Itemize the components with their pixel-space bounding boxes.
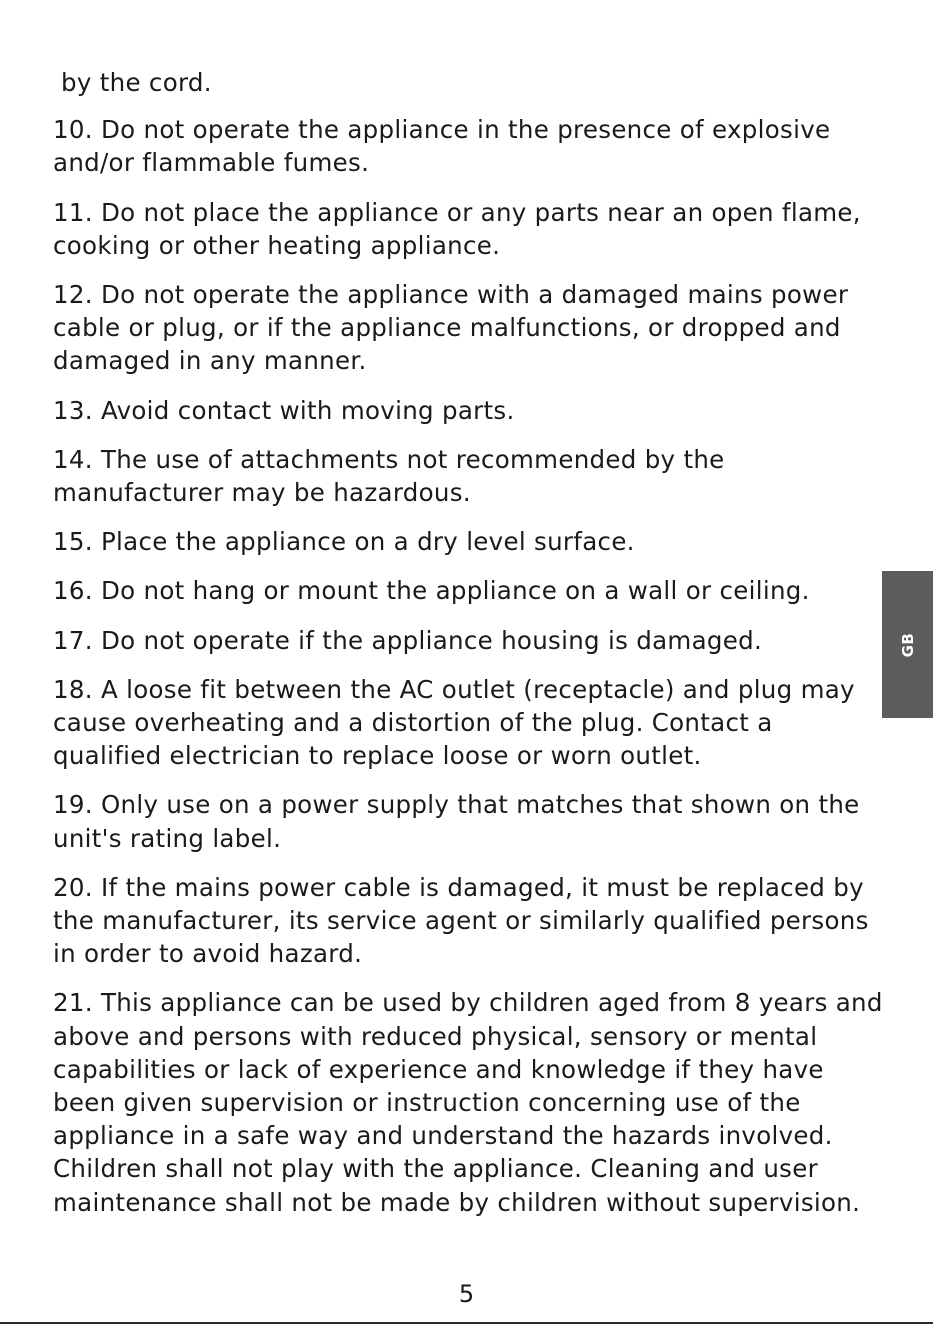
instruction-item-14: 14. The use of attachments not recommended by the manufacturer may be hazardous. xyxy=(53,444,725,508)
language-tab-label: GB xyxy=(898,632,917,657)
language-tab xyxy=(882,571,933,718)
continued-text: by the cord. xyxy=(61,68,212,97)
instruction-item-21: 21. This appliance can be used by children aged from 8 years and above and persons with reduced physical, sensory or mental capabilities or lack of experience and knowledge if they have been given supervision or instruction concerning use of the appliance in a safe way and understand the hazards involved. Children shall not play with the appliance. Cleaning and user maintenance shall not be made by children without supervision. xyxy=(53,988,883,1217)
safety-instructions xyxy=(53,66,883,1235)
page-number: 5 xyxy=(458,1280,475,1308)
instruction-item-19: 19. Only use on a power supply that matches that shown on the unit's rating label. xyxy=(53,790,860,853)
instruction-item-16: 16. Do not hang or mount the appliance on a wall or ceiling. xyxy=(53,576,810,606)
instruction-item-18: 18. A loose fit between the AC outlet (receptacle) and plug may cause overheating and a distortion of the plug. Contact a qualified electrician to replace loose or worn outlet. xyxy=(53,674,855,771)
instruction-item-20: 20. If the mains power cable is damaged, it must be replaced by the manufacturer, its service agent or similarly qualified persons in order to avoid hazard. xyxy=(53,872,869,969)
instruction-item-12: 12. Do not operate the appliance with a damaged mains power cable or plug, or if the appliance malfunctions, or dropped and damaged in any manner. xyxy=(53,280,849,376)
instruction-item-13: 13. Avoid contact with moving parts. xyxy=(53,395,515,425)
instruction-item-17: 17. Do not operate if the appliance housing is damaged. xyxy=(53,625,763,655)
instruction-item-10: 10. Do not operate the appliance in the presence of explosive and/or flammable fumes. xyxy=(53,115,831,178)
instruction-item-15: 15. Place the appliance on a dry level surface. xyxy=(53,527,635,557)
instruction-item-11: 11. Do not place the appliance or any parts near an open flame, cooking or other heating appliance. xyxy=(53,197,861,260)
